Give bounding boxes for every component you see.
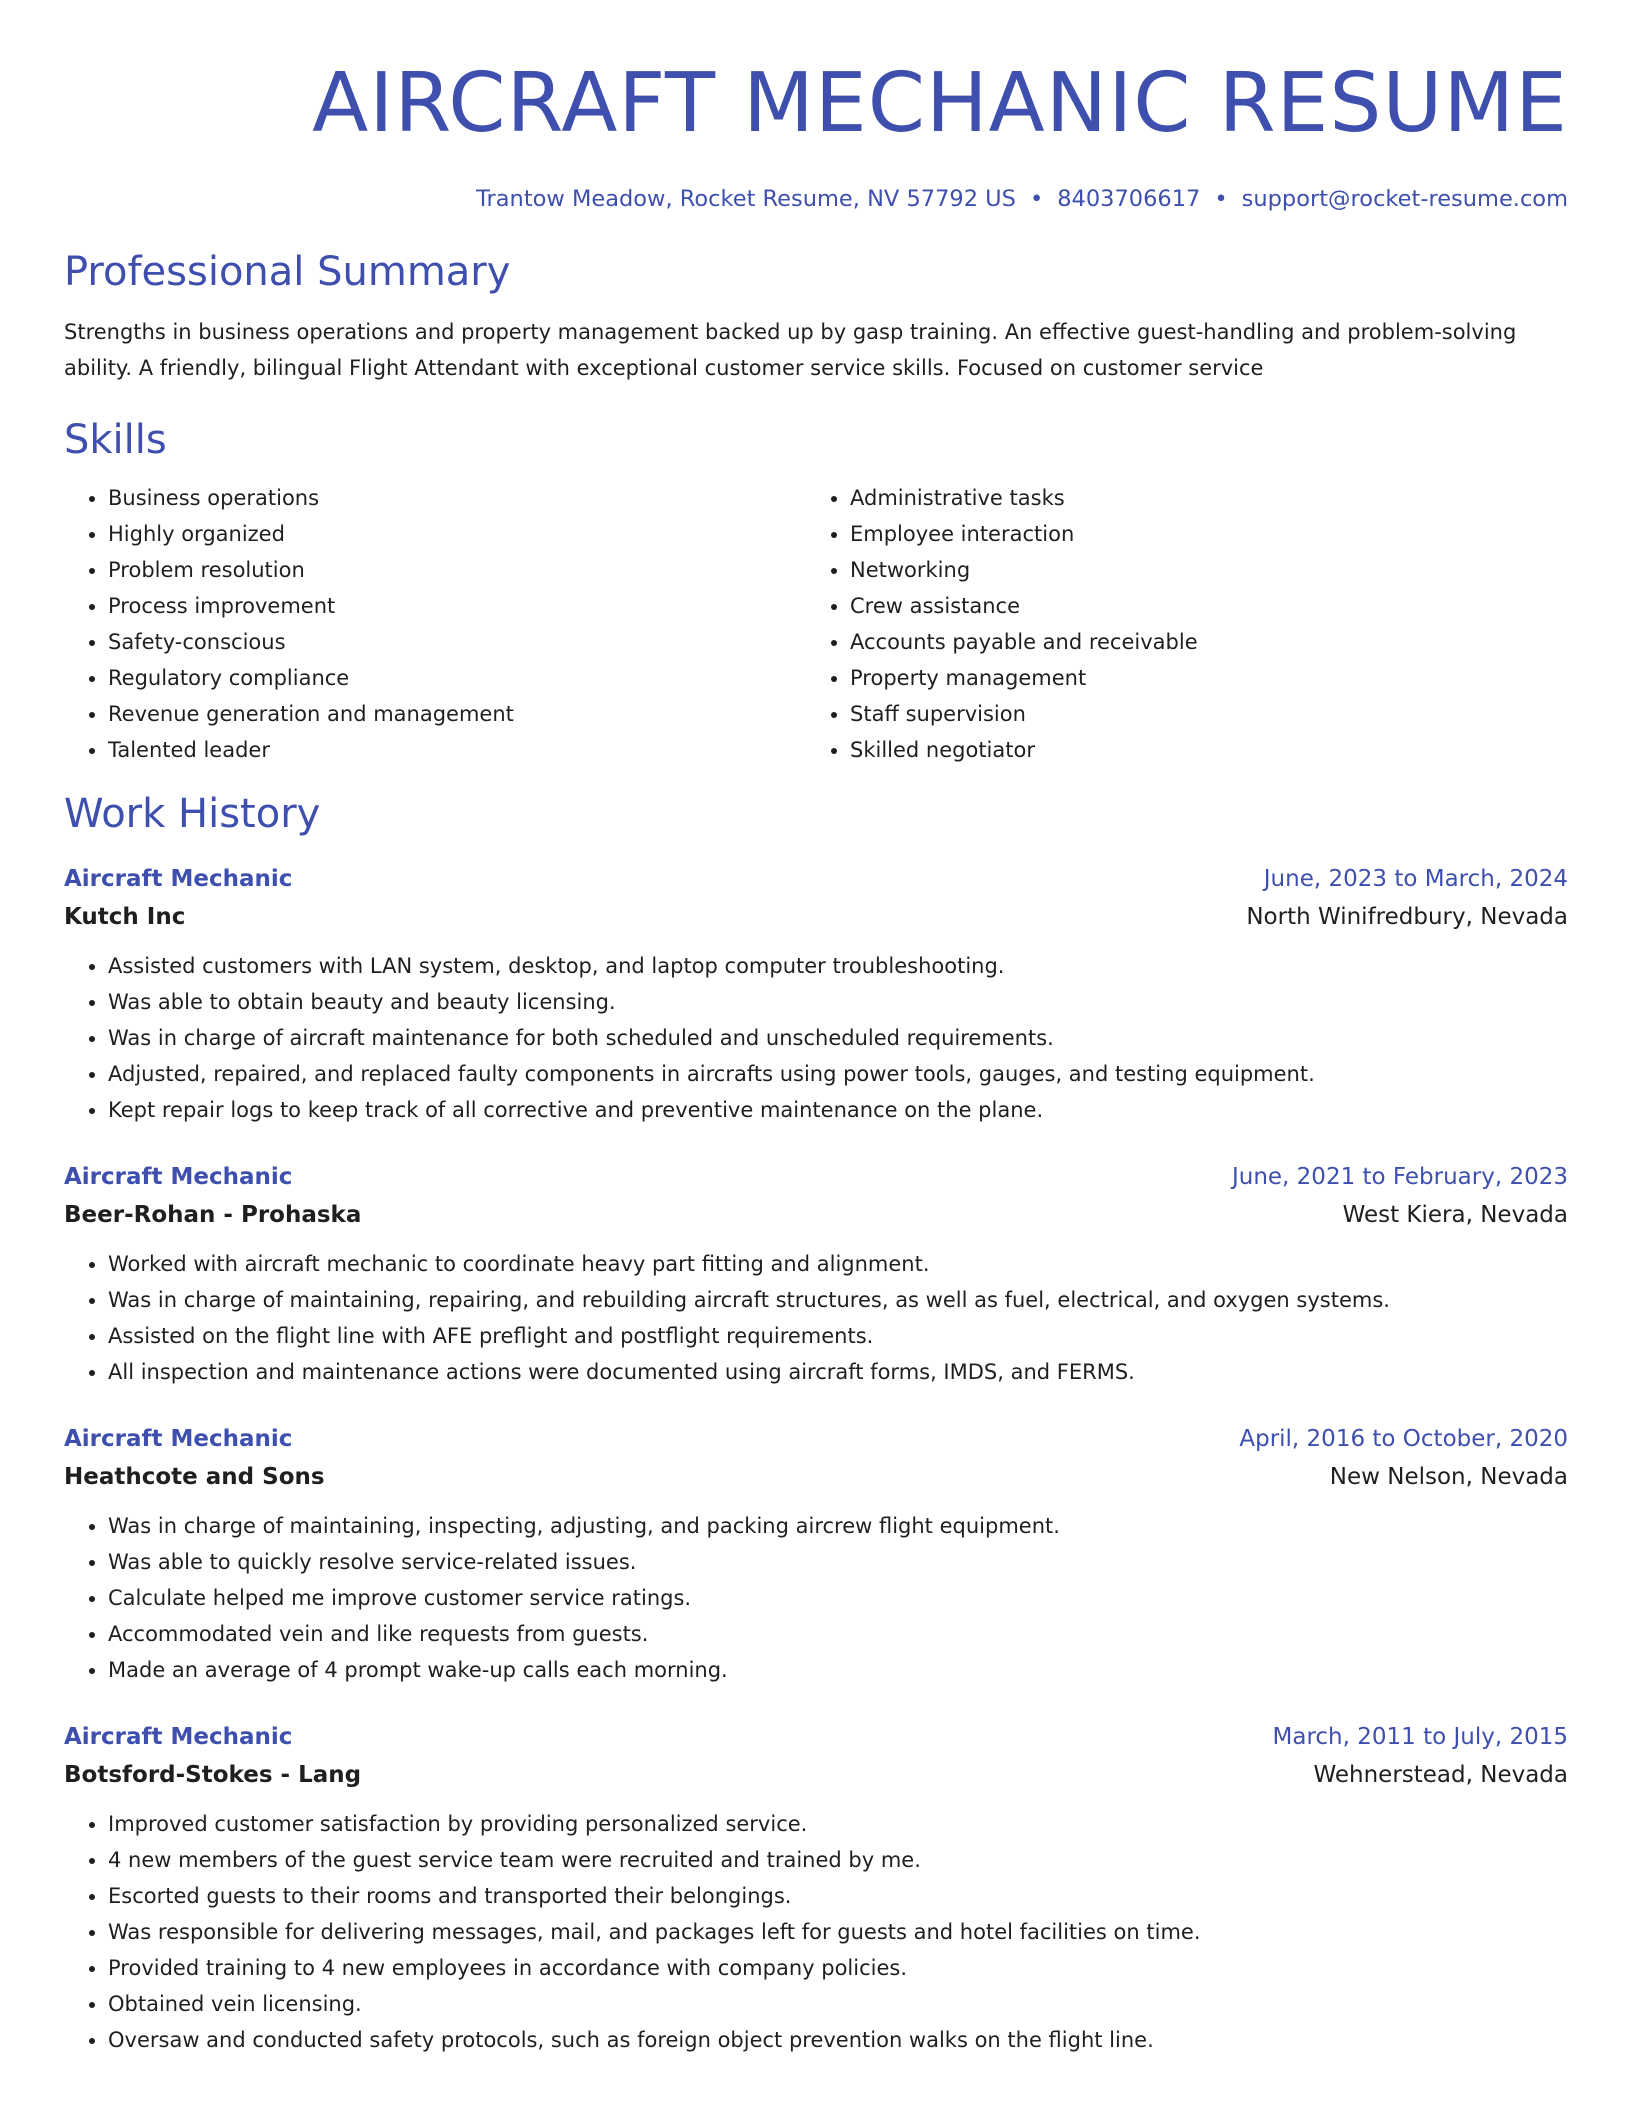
- job-header-row: [64, 1718, 1568, 1756]
- job-dates: June, 2021 to February, 2023: [1231, 1164, 1568, 1190]
- job-bullet: • Accommodated vein and like requests from guests.: [108, 1616, 1568, 1652]
- job-bullet: • Assisted on the flight line with AFE preflight and postflight requirements.: [108, 1318, 1568, 1354]
- summary-text: Strengths in business operations and property management backed up by gasp training. An effective guest-handling and problem-solving ability. A friendly, bilingual Flight Attendant with exceptional customer service skills. Focused on customer service: [64, 320, 1517, 380]
- job-header-row: [64, 1420, 1568, 1458]
- contact-line: [64, 184, 1568, 214]
- work-history-heading: Work History: [64, 791, 321, 837]
- job-bullet: • Was in charge of aircraft maintenance for both scheduled and unscheduled requirements.: [108, 1020, 1568, 1056]
- skill-item: • Crew assistance: [850, 588, 1548, 624]
- contact-email[interactable]: support@rocket-resume.com: [1241, 186, 1568, 212]
- resume-title: AIRCRAFT MECHANIC RESUME: [312, 56, 1568, 151]
- job-company-row: [64, 1196, 1568, 1234]
- skill-item: • Skilled negotiator: [850, 732, 1548, 768]
- job-entry: [64, 1158, 1568, 1390]
- job-company: Heathcote and Sons: [64, 1464, 325, 1490]
- skill-item: • Talented leader: [108, 732, 806, 768]
- job-title: Aircraft Mechanic: [64, 1426, 293, 1452]
- job-bullet: • Was able to obtain beauty and beauty licensing.: [108, 984, 1568, 1020]
- contact-phone: 8403706617: [1057, 186, 1201, 212]
- job-bullet: • Made an average of 4 prompt wake-up calls each morning.: [108, 1652, 1568, 1688]
- skill-item: • Highly organized: [108, 516, 806, 552]
- skill-item: • Property management: [850, 660, 1548, 696]
- skills-list-right: [806, 480, 1548, 768]
- job-dates: March, 2011 to July, 2015: [1272, 1724, 1568, 1750]
- job-location: North Winifredbury, Nevada: [1246, 904, 1568, 930]
- summary-heading: Professional Summary: [64, 249, 511, 295]
- job-bullet: • All inspection and maintenance actions were documented using aircraft forms, IMDS, and FERMS.: [108, 1354, 1568, 1390]
- job-dates: April, 2016 to October, 2020: [1239, 1426, 1568, 1452]
- job-company: Kutch Inc: [64, 904, 186, 930]
- resume-page: [64, 56, 1568, 2058]
- job-header-row: [64, 860, 1568, 898]
- job-bullet: • Worked with aircraft mechanic to coordinate heavy part fitting and alignment.: [108, 1246, 1568, 1282]
- contact-separator: •: [1029, 186, 1044, 212]
- job-header-row: [64, 1158, 1568, 1196]
- job-bullet: • Was responsible for delivering messages, mail, and packages left for guests and hotel facilities on time.: [108, 1914, 1568, 1950]
- skill-item: • Revenue generation and management: [108, 696, 806, 732]
- skill-item: • Regulatory compliance: [108, 660, 806, 696]
- job-bullet: • Calculate helped me improve customer service ratings.: [108, 1580, 1568, 1616]
- contact-address: Trantow Meadow, Rocket Resume, NV 57792 US: [476, 186, 1016, 212]
- job-bullet: • Assisted customers with LAN system, desktop, and laptop computer troubleshooting.: [108, 948, 1568, 984]
- skill-item: • Employee interaction: [850, 516, 1548, 552]
- contact-separator: •: [1214, 186, 1228, 212]
- skill-item: • Administrative tasks: [850, 480, 1548, 516]
- job-title: Aircraft Mechanic: [64, 1724, 293, 1750]
- job-location: West Kiera, Nevada: [1342, 1202, 1568, 1228]
- job-title: Aircraft Mechanic: [64, 866, 293, 892]
- skills-columns: [64, 480, 1568, 768]
- skill-item: • Process improvement: [108, 588, 806, 624]
- job-title: Aircraft Mechanic: [64, 1164, 293, 1190]
- job-bullets: [64, 948, 1568, 1128]
- job-bullet: • Was in charge of maintaining, repairing, and rebuilding aircraft structures, as well as fuel, electrical, and oxygen systems.: [108, 1282, 1568, 1318]
- job-bullet: • Improved customer satisfaction by providing personalized service.: [108, 1806, 1568, 1842]
- job-bullet: • 4 new members of the guest service team were recruited and trained by me.: [108, 1842, 1568, 1878]
- job-company-row: [64, 1756, 1568, 1794]
- job-location: Wehnerstead, Nevada: [1313, 1762, 1568, 1788]
- skill-item: • Accounts payable and receivable: [850, 624, 1548, 660]
- skill-item: • Safety-conscious: [108, 624, 806, 660]
- job-bullets: [64, 1806, 1568, 2058]
- skill-item: • Problem resolution: [108, 552, 806, 588]
- job-bullet: • Escorted guests to their rooms and transported their belongings.: [108, 1878, 1568, 1914]
- job-bullet: • Oversaw and conducted safety protocols, such as foreign object prevention walks on the flight line.: [108, 2022, 1568, 2058]
- job-entry: [64, 1718, 1568, 2058]
- job-entry: [64, 1420, 1568, 1688]
- skills-list-left: [64, 480, 806, 768]
- skill-item: • Business operations: [108, 480, 806, 516]
- skill-item: • Networking: [850, 552, 1548, 588]
- job-bullet: • Kept repair logs to keep track of all corrective and preventive maintenance on the plane.: [108, 1092, 1568, 1128]
- job-entry: [64, 860, 1568, 1128]
- job-location: New Nelson, Nevada: [1329, 1464, 1568, 1490]
- job-company-row: [64, 898, 1568, 936]
- job-bullet: • Was in charge of maintaining, inspecting, adjusting, and packing aircrew flight equipment.: [108, 1508, 1568, 1544]
- job-bullets: [64, 1508, 1568, 1688]
- skills-heading: Skills: [64, 417, 167, 463]
- job-bullets: [64, 1246, 1568, 1390]
- job-company: Beer-Rohan - Prohaska: [64, 1202, 362, 1228]
- job-dates: June, 2023 to March, 2024: [1263, 866, 1568, 892]
- job-company: Botsford-Stokes - Lang: [64, 1762, 362, 1788]
- job-company-row: [64, 1458, 1568, 1496]
- job-bullet: • Was able to quickly resolve service-related issues.: [108, 1544, 1568, 1580]
- job-bullet: • Provided training to 4 new employees in accordance with company policies.: [108, 1950, 1568, 1986]
- job-bullet: • Obtained vein licensing.: [108, 1986, 1568, 2022]
- skill-item: • Staff supervision: [850, 696, 1548, 732]
- job-bullet: • Adjusted, repaired, and replaced faulty components in aircrafts using power tools, gauges, and testing equipment.: [108, 1056, 1568, 1092]
